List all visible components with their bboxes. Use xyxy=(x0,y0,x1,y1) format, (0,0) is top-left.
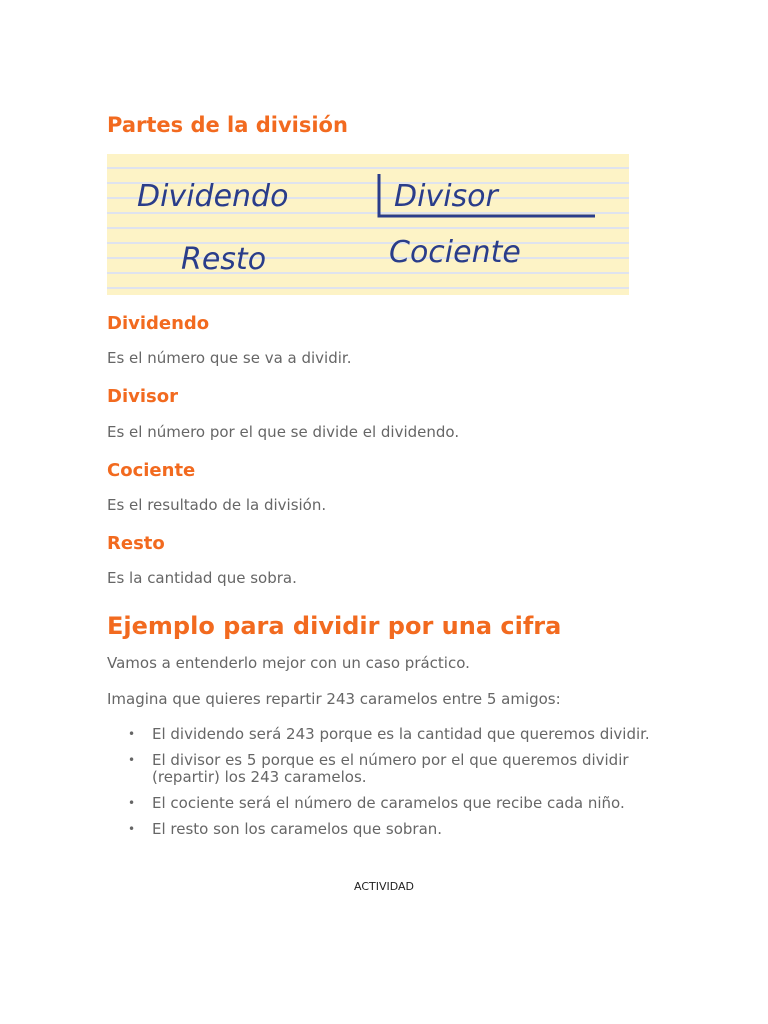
heading-cociente: Cociente xyxy=(107,460,196,481)
example-intro: Vamos a entenderlo mejor con un caso práctico. xyxy=(107,654,470,672)
handwritten-divisor: Divisor xyxy=(394,179,498,214)
handwritten-dividendo: Dividendo xyxy=(137,179,289,214)
list-item-text: El dividendo será 243 porque es la cantidad que queremos dividir. xyxy=(152,725,650,743)
definition-dividendo: Es el número que se va a dividir. xyxy=(107,349,352,367)
list-item-text-continued: (repartir) los 243 caramelos. xyxy=(152,768,367,786)
list-item xyxy=(107,821,667,838)
list-item-text: El divisor es 5 porque es el número por el que queremos dividir xyxy=(152,751,629,769)
definition-cociente: Es el resultado de la división. xyxy=(107,496,327,514)
list-item xyxy=(107,752,667,786)
heading-divisor: Divisor xyxy=(107,386,178,407)
bullet-icon: • xyxy=(128,727,136,741)
page-title: Partes de la división xyxy=(107,113,348,137)
list-item-text: El cociente será el número de caramelos que recibe cada niño. xyxy=(152,794,625,812)
list-item xyxy=(107,795,667,812)
handwritten-resto: Resto xyxy=(181,242,267,277)
example-setup: Imagina que quieres repartir 243 caramelos entre 5 amigos: xyxy=(107,690,561,708)
example-title: Ejemplo para dividir por una cifra xyxy=(107,612,562,640)
bullet-icon: • xyxy=(128,822,136,836)
heading-dividendo: Dividendo xyxy=(107,313,210,334)
bullet-icon: • xyxy=(128,753,136,767)
activity-label: ACTIVIDAD xyxy=(353,880,415,893)
handwritten-division-diagram xyxy=(107,154,629,295)
definition-resto: Es la cantidad que sobra. xyxy=(107,569,297,587)
list-item-text: El resto son los caramelos que sobran. xyxy=(152,820,443,838)
list-item xyxy=(107,726,667,743)
example-bullet-list xyxy=(107,726,667,847)
handwritten-cociente: Cociente xyxy=(389,235,521,270)
definition-divisor: Es el número por el que se divide el dividendo. xyxy=(107,423,460,441)
division-parts-image xyxy=(107,154,629,295)
bullet-icon: • xyxy=(128,796,136,810)
heading-resto: Resto xyxy=(107,533,165,554)
